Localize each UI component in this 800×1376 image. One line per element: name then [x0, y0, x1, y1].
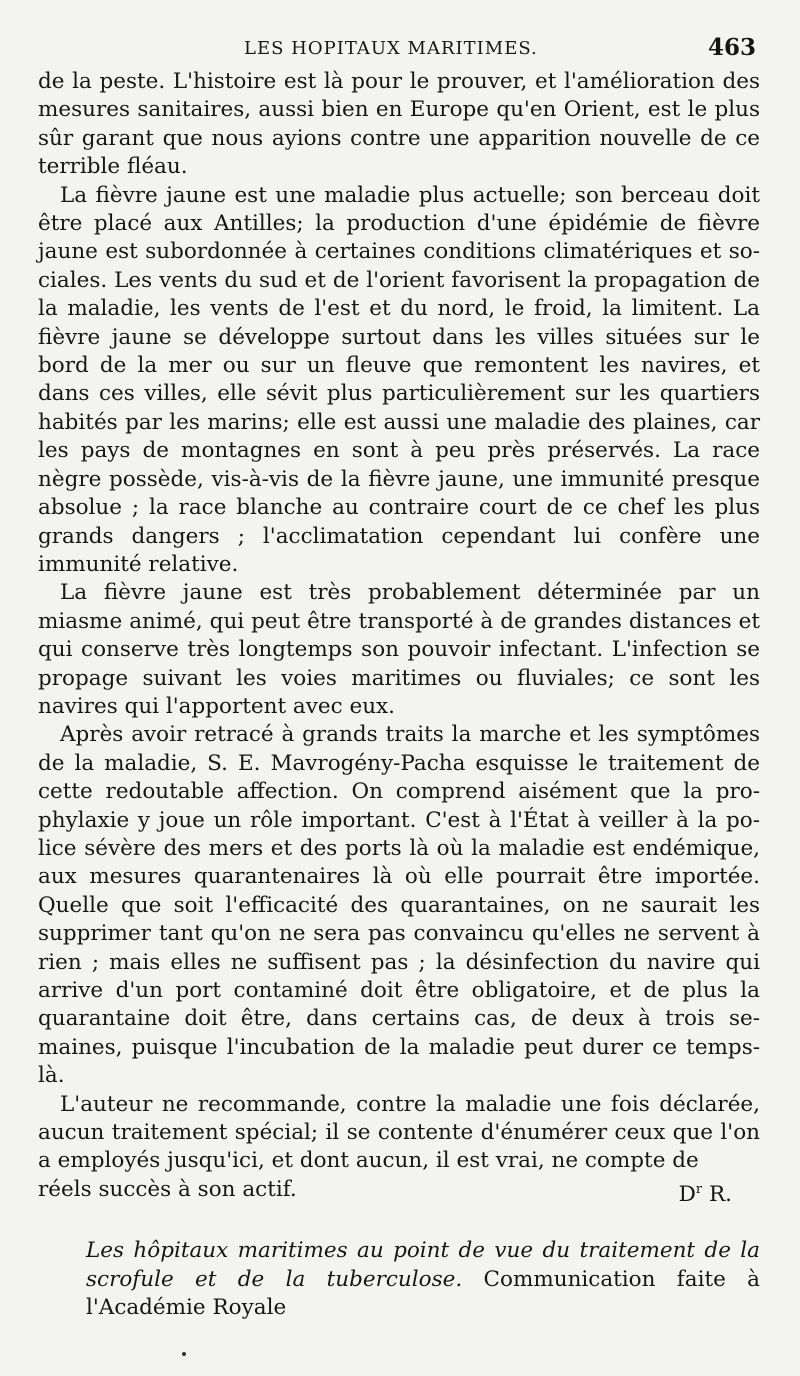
running-title: LES HOPITAUX MARITIMES.	[244, 38, 538, 59]
citation-title: Les hôpitaux maritimes au point de vue du traitement de la scrofule et de la tuberculose.	[86, 1238, 760, 1292]
body-text	[38, 68, 760, 1209]
running-head	[38, 34, 760, 68]
ink-speck	[182, 1352, 186, 1356]
signature	[679, 1176, 732, 1210]
paragraph-treatment: Après avoir retracé à grands traits la marche et les symptômes de la maladie, S. E. Mavrogény-Pacha esquisse le traitement de cette redoutable affection. On comprend aisément que la prophylaxie y joue un rôle important. C'est à l'État à veiller à la police sévère des mers et des ports là où la maladie est endémique, aux mesures quarantenaires là où elle pourrait être importée. Quelle que soit l'efficacité des quarantaines, on ne saurait les supprimer tant qu'on ne sera pas convaincu qu'elles ne servent à rien ; mais elles ne suffisent pas ; la désinfection du navire qui arrive d'un port contaminé doit être obligatoire, et de plus la quarantaine doit être, dans certains cas, de deux à trois semaines, puisque l'incubation de la maladie peut durer ce temps-là.	[38, 722, 760, 1089]
paragraph-miasma: La fièvre jaune est très probablement déterminée par un miasme animé, qui peut être transporté à de grandes distances et qui conserve très longtemps son pouvoir infectant. L'infection se propage suivant les voies maritimes ou fluviales; ce sont les navires qui l'apportent avec eux.	[38, 580, 760, 719]
paragraph-continuation: de la peste. L'histoire est là pour le prouver, et l'amélioration des mesures sanitaires, aussi bien en Europe qu'en Orient, est le plus sûr garant que nous ayions contre une apparition nouvelle de ce terrible fléau.	[38, 69, 760, 180]
signature-prefix: D	[678, 1182, 696, 1207]
page-number: 463	[707, 34, 756, 61]
paragraph-yellow-fever: La fièvre jaune est une maladie plus actuelle; son berceau doit être placé aux Antilles; la production d'une épidémie de fièvre jaune est subordonnée à certaines conditions climatériques et sociales. Les vents du sud et de l'orient favorisent la propagation de la maladie, les vents de l'est et du nord, le froid, la limitent. La fièvre jaune se développe surtout dans les villes situées sur le bord de la mer ou sur un fleuve que remontent les navires, et dans ces villes, elle sévit plus particulièrement sur les quartiers habités par les marins; elle est aussi une maladie des plaines, car les pays de montagnes en sont à peu près préservés. La race nègre possède, vis-à-vis de la fièvre jaune, une immunité presque absolue ; la race blanche au contraire court de ce chef les plus grands dangers ; l'acclimatation cependant lui confère une immunité relative.	[38, 182, 760, 577]
citation-text: Communication faite à l'Académie Royale	[86, 1266, 760, 1321]
paragraph-author: L'auteur ne recommande, contre la maladie une fois déclarée, aucun traitement spécial; il se contente d'énumérer ceux que l'on a employés jusqu'ici, et dont aucun, il est vrai, ne compte de	[38, 1091, 760, 1174]
closing-text: réels succès à son actif.	[38, 1176, 297, 1202]
signature-suffix: R.	[702, 1182, 732, 1207]
signature-superscript: r	[695, 1181, 703, 1197]
signature-line	[38, 1176, 760, 1210]
citation-block	[38, 1237, 760, 1322]
